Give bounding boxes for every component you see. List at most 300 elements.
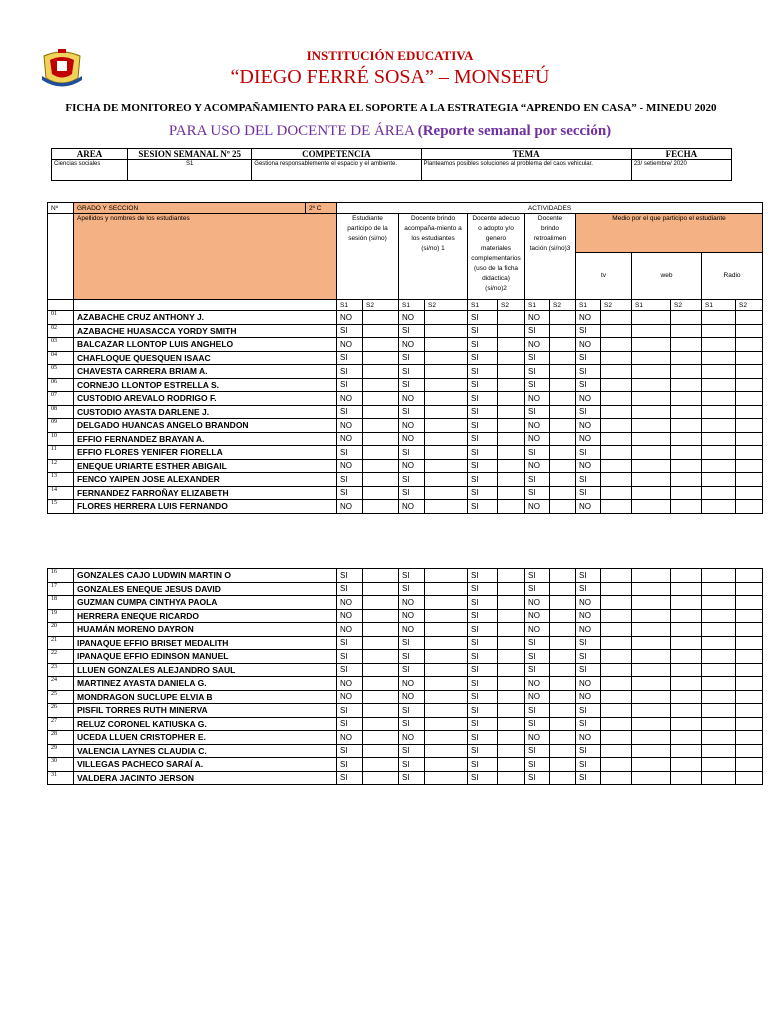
student-number: 30	[48, 758, 74, 772]
feedback-s2	[550, 338, 576, 352]
materials-s2	[498, 650, 525, 664]
support-s2	[425, 351, 468, 365]
form-title: FICHA DE MONITOREO Y ACOMPAÑAMIENTO PARA EL SOPORTE A LA ESTRATEGIA “APRENDO EN CASA” - MINEDU 2020	[65, 102, 717, 114]
feedback-s1: NO	[525, 623, 550, 637]
support-s1: NO	[399, 392, 425, 406]
student-name: VALDERA JACINTO JERSON	[74, 771, 337, 785]
table-row	[48, 663, 763, 677]
feedback-s1: SI	[525, 378, 550, 392]
table-row	[48, 419, 763, 433]
materials-s2	[498, 744, 525, 758]
radio-s1	[702, 338, 736, 352]
student-name: HUAMÁN MORENO DAYRON	[74, 623, 337, 637]
student-name: EFFIO FERNANDEZ BRAYAN A.	[74, 432, 337, 446]
radio-s1	[702, 473, 736, 487]
web-s2	[671, 596, 702, 610]
radio-s2	[736, 351, 763, 365]
feedback-s1: SI	[525, 486, 550, 500]
tv-s1: SI	[576, 758, 601, 772]
materials-s1: SI	[468, 609, 498, 623]
materials-s1: SI	[468, 419, 498, 433]
grade-label: GRADO Y SECCION	[74, 203, 306, 214]
radio-s2	[736, 473, 763, 487]
radio-s1	[702, 663, 736, 677]
materials-s1: SI	[468, 405, 498, 419]
web-s1	[632, 338, 671, 352]
tv-s2	[601, 311, 632, 325]
web-s2	[671, 663, 702, 677]
web-s2	[671, 392, 702, 406]
session-subheader-row: S1 S2 S1 S2 S1 S2 S1 S2 S1 S2 S1 S2 S1 S2	[48, 300, 763, 311]
student-name: PISFIL TORRES RUTH MINERVA	[74, 704, 337, 718]
student-number: 10	[48, 432, 74, 446]
student-number: 23	[48, 663, 74, 677]
radio-s2	[736, 650, 763, 664]
web-s2	[671, 500, 702, 514]
feedback-s2	[550, 311, 576, 325]
materials-s2	[498, 758, 525, 772]
radio-s2	[736, 378, 763, 392]
participation-s2	[363, 596, 399, 610]
materials-s1: SI	[468, 758, 498, 772]
tv-s1: NO	[576, 500, 601, 514]
feedback-s1: SI	[525, 744, 550, 758]
support-s2	[425, 392, 468, 406]
topic-header: TEMA	[421, 149, 631, 160]
support-s1: SI	[399, 324, 425, 338]
tv-s2	[601, 486, 632, 500]
participation-s2	[363, 473, 399, 487]
materials-s2	[498, 569, 525, 583]
student-number: 02	[48, 324, 74, 338]
radio-s2	[736, 311, 763, 325]
web-s2	[671, 365, 702, 379]
materials-s2	[498, 717, 525, 731]
feedback-s1: NO	[525, 596, 550, 610]
student-name: CHAVESTA CARRERA BRIAM A.	[74, 365, 337, 379]
student-number: 27	[48, 717, 74, 731]
tv-s1: NO	[576, 311, 601, 325]
materials-s1: SI	[468, 677, 498, 691]
participation-s1: SI	[337, 324, 363, 338]
web-s1	[632, 690, 671, 704]
radio-s1	[702, 690, 736, 704]
materials-s2	[498, 582, 525, 596]
activity-feedback-header: Docente brindo retroalimen tación (si/no)3	[525, 214, 576, 300]
materials-s2	[498, 731, 525, 745]
feedback-s2	[550, 690, 576, 704]
table-row	[48, 623, 763, 637]
materials-s1: SI	[468, 446, 498, 460]
tv-s1: SI	[576, 486, 601, 500]
web-s2	[671, 731, 702, 745]
feedback-s2	[550, 392, 576, 406]
student-number: 03	[48, 338, 74, 352]
support-s1: NO	[399, 609, 425, 623]
web-s1	[632, 446, 671, 460]
web-s2	[671, 717, 702, 731]
support-s2	[425, 690, 468, 704]
activity-materials-header: Docente adecuo o adopto y/o genero materiales complementarios (uso de la ficha didactica) (si/no)2	[468, 214, 525, 300]
support-s1: SI	[399, 446, 425, 460]
participation-s1: SI	[337, 405, 363, 419]
materials-s2	[498, 609, 525, 623]
feedback-s2	[550, 582, 576, 596]
participation-s2	[363, 663, 399, 677]
materials-s1: SI	[468, 650, 498, 664]
tv-s2	[601, 500, 632, 514]
student-number: 25	[48, 690, 74, 704]
tv-s1: NO	[576, 690, 601, 704]
radio-s1	[702, 365, 736, 379]
table-row	[48, 758, 763, 772]
participation-s1: NO	[337, 459, 363, 473]
feedback-s2	[550, 419, 576, 433]
radio-s2	[736, 569, 763, 583]
feedback-s1: NO	[525, 609, 550, 623]
participation-s1: SI	[337, 486, 363, 500]
materials-s2	[498, 338, 525, 352]
student-number: 24	[48, 677, 74, 691]
web-s2	[671, 704, 702, 718]
support-s2	[425, 569, 468, 583]
support-s2	[425, 596, 468, 610]
materials-s1: SI	[468, 378, 498, 392]
table-row	[48, 365, 763, 379]
feedback-s2	[550, 432, 576, 446]
student-number: 19	[48, 609, 74, 623]
feedback-s1: SI	[525, 650, 550, 664]
table-row	[48, 596, 763, 610]
radio-s2	[736, 365, 763, 379]
feedback-s1: SI	[525, 351, 550, 365]
feedback-s1: SI	[525, 324, 550, 338]
materials-s1: SI	[468, 569, 498, 583]
table-row	[48, 636, 763, 650]
tv-s1: NO	[576, 338, 601, 352]
support-s2	[425, 623, 468, 637]
feedback-s2	[550, 569, 576, 583]
student-name: DELGADO HUANCAS ANGELO BRANDON	[74, 419, 337, 433]
participation-s1: SI	[337, 351, 363, 365]
support-s1: SI	[399, 771, 425, 785]
radio-s1	[702, 500, 736, 514]
participation-s1: NO	[337, 500, 363, 514]
participation-s2	[363, 500, 399, 514]
table-row	[48, 771, 763, 785]
radio-s2	[736, 731, 763, 745]
tv-s1: SI	[576, 378, 601, 392]
support-s2	[425, 419, 468, 433]
tv-s1: SI	[576, 717, 601, 731]
participation-s2	[363, 311, 399, 325]
table-row	[48, 500, 763, 514]
feedback-s1: SI	[525, 771, 550, 785]
table-row	[48, 731, 763, 745]
support-s2	[425, 486, 468, 500]
feedback-s2	[550, 459, 576, 473]
materials-s2	[498, 392, 525, 406]
materials-s2	[498, 677, 525, 691]
web-s2	[671, 650, 702, 664]
materials-s1: SI	[468, 473, 498, 487]
participation-s1: NO	[337, 596, 363, 610]
materials-s2	[498, 351, 525, 365]
support-s1: NO	[399, 677, 425, 691]
materials-s2	[498, 636, 525, 650]
student-number: 04	[48, 351, 74, 365]
tv-s1: NO	[576, 623, 601, 637]
feedback-s2	[550, 500, 576, 514]
student-name: IPANAQUE EFFIO BRISET MEDALITH	[74, 636, 337, 650]
student-name: ENEQUE URIARTE ESTHER ABIGAIL	[74, 459, 337, 473]
feedback-s1: SI	[525, 636, 550, 650]
web-s2	[671, 378, 702, 392]
table-row	[48, 569, 763, 583]
radio-s2	[736, 609, 763, 623]
web-s2	[671, 582, 702, 596]
radio-s1	[702, 419, 736, 433]
student-number: 08	[48, 405, 74, 419]
feedback-s1: SI	[525, 582, 550, 596]
tv-s2	[601, 582, 632, 596]
web-s1	[632, 405, 671, 419]
student-name: VALENCIA LAYNES CLAUDIA C.	[74, 744, 337, 758]
tv-s1: NO	[576, 419, 601, 433]
participation-s1: SI	[337, 771, 363, 785]
radio-s1	[702, 677, 736, 691]
table-row	[48, 744, 763, 758]
support-s2	[425, 365, 468, 379]
radio-s2	[736, 419, 763, 433]
web-s1	[632, 569, 671, 583]
table-row	[48, 609, 763, 623]
web-s1	[632, 596, 671, 610]
tv-s2	[601, 771, 632, 785]
tv-s1: NO	[576, 459, 601, 473]
table-row	[48, 717, 763, 731]
materials-s1: SI	[468, 500, 498, 514]
materials-s2	[498, 311, 525, 325]
materials-s1: SI	[468, 731, 498, 745]
tv-s2	[601, 446, 632, 460]
tv-s1: SI	[576, 405, 601, 419]
tv-s2	[601, 473, 632, 487]
web-s2	[671, 677, 702, 691]
student-name: VILLEGAS PACHECO SARAÍ A.	[74, 758, 337, 772]
feedback-s2	[550, 609, 576, 623]
web-s1	[632, 365, 671, 379]
materials-s2	[498, 446, 525, 460]
radio-s2	[736, 582, 763, 596]
materials-s2	[498, 459, 525, 473]
student-name: EFFIO FLORES YENIFER FIORELLA	[74, 446, 337, 460]
student-number: 31	[48, 771, 74, 785]
participation-s1: SI	[337, 758, 363, 772]
tv-s2	[601, 663, 632, 677]
table-row	[48, 459, 763, 473]
tv-s1: SI	[576, 365, 601, 379]
radio-s2	[736, 623, 763, 637]
feedback-s1: SI	[525, 405, 550, 419]
feedback-s1: NO	[525, 432, 550, 446]
student-name: GONZALES CAJO LUDWIN MARTIN O	[74, 569, 337, 583]
tv-s1: NO	[576, 432, 601, 446]
tv-s2	[601, 704, 632, 718]
institution-label: INSTITUCIÓN EDUCATIVA	[306, 48, 474, 63]
student-number: 15	[48, 500, 74, 514]
participation-s1: SI	[337, 446, 363, 460]
student-name: GUZMAN CUMPA CINTHYA PAOLA	[74, 596, 337, 610]
radio-s2	[736, 636, 763, 650]
tv-s1: SI	[576, 351, 601, 365]
support-s2	[425, 378, 468, 392]
tv-s2	[601, 677, 632, 691]
materials-s2	[498, 596, 525, 610]
participation-s1: SI	[337, 582, 363, 596]
tv-s2	[601, 378, 632, 392]
names-header: Apellidos y nombres de los estudiantes	[74, 214, 337, 300]
participation-s2	[363, 609, 399, 623]
materials-s2	[498, 690, 525, 704]
student-name: MARTINEZ AYASTA DANIELA G.	[74, 677, 337, 691]
materials-s2	[498, 432, 525, 446]
radio-s1	[702, 758, 736, 772]
student-number: 01	[48, 311, 74, 325]
student-name: AZABACHE HUASACCA YORDY SMITH	[74, 324, 337, 338]
web-s2	[671, 324, 702, 338]
web-s1	[632, 473, 671, 487]
table-row	[48, 311, 763, 325]
feedback-s1: NO	[525, 459, 550, 473]
session-value: S1	[128, 160, 252, 181]
web-s2	[671, 486, 702, 500]
participation-s2	[363, 405, 399, 419]
tv-s2	[601, 717, 632, 731]
support-s2	[425, 717, 468, 731]
support-s1: NO	[399, 419, 425, 433]
tv-s1: NO	[576, 677, 601, 691]
medium-header: Medio por el que participo el estudiante	[576, 214, 763, 253]
medium-tv: tv	[576, 252, 632, 299]
participation-s1: NO	[337, 677, 363, 691]
competence-value: Gestiona responsablemente el espacio y el ambiente.	[252, 160, 421, 181]
materials-s1: SI	[468, 596, 498, 610]
materials-s2	[498, 500, 525, 514]
table-row	[48, 351, 763, 365]
support-s1: SI	[399, 473, 425, 487]
radio-s1	[702, 704, 736, 718]
web-s1	[632, 744, 671, 758]
materials-s1: SI	[468, 636, 498, 650]
tv-s1: SI	[576, 473, 601, 487]
support-s2	[425, 758, 468, 772]
radio-s1	[702, 486, 736, 500]
support-s1: NO	[399, 500, 425, 514]
participation-s2	[363, 338, 399, 352]
support-s2	[425, 338, 468, 352]
materials-s1: SI	[468, 717, 498, 731]
materials-s1: SI	[468, 663, 498, 677]
materials-s1: SI	[468, 459, 498, 473]
feedback-s2	[550, 717, 576, 731]
participation-s2	[363, 758, 399, 772]
area-header: AREA	[52, 149, 128, 160]
student-name: FLORES HERRERA LUIS FERNANDO	[74, 500, 337, 514]
school-name: “DIEGO FERRÉ SOSA” – MONSEFÚ	[230, 66, 550, 88]
support-s1: NO	[399, 731, 425, 745]
table-row	[48, 704, 763, 718]
date-value: 23/ setiembre/ 2020	[631, 160, 731, 181]
web-s2	[671, 446, 702, 460]
support-s2	[425, 459, 468, 473]
student-number: 09	[48, 419, 74, 433]
student-name: RELUZ CORONEL KATIUSKA G.	[74, 717, 337, 731]
tv-s2	[601, 459, 632, 473]
materials-s1: SI	[468, 690, 498, 704]
tv-s1: SI	[576, 636, 601, 650]
support-s2	[425, 473, 468, 487]
feedback-s2	[550, 365, 576, 379]
web-s1	[632, 459, 671, 473]
student-number: 13	[48, 473, 74, 487]
participation-s2	[363, 636, 399, 650]
tv-s2	[601, 623, 632, 637]
tv-s1: SI	[576, 650, 601, 664]
participation-s2	[363, 324, 399, 338]
web-s1	[632, 432, 671, 446]
radio-s2	[736, 446, 763, 460]
participation-s2	[363, 432, 399, 446]
feedback-s2	[550, 405, 576, 419]
radio-s2	[736, 596, 763, 610]
materials-s1: SI	[468, 582, 498, 596]
participation-s1: NO	[337, 690, 363, 704]
support-s2	[425, 446, 468, 460]
support-s2	[425, 582, 468, 596]
materials-s2	[498, 663, 525, 677]
tv-s1: NO	[576, 392, 601, 406]
participation-s1: SI	[337, 744, 363, 758]
web-s2	[671, 636, 702, 650]
support-s1: SI	[399, 758, 425, 772]
support-s2	[425, 311, 468, 325]
tv-s1: SI	[576, 771, 601, 785]
web-s1	[632, 636, 671, 650]
materials-s1: SI	[468, 623, 498, 637]
tv-s2	[601, 636, 632, 650]
participation-s1: SI	[337, 663, 363, 677]
feedback-s2	[550, 771, 576, 785]
support-s2	[425, 432, 468, 446]
support-s1: SI	[399, 663, 425, 677]
web-s1	[632, 771, 671, 785]
participation-s1: SI	[337, 378, 363, 392]
usage-detail: (Reporte semanal por sección)	[417, 123, 612, 139]
tv-s2	[601, 405, 632, 419]
web-s2	[671, 459, 702, 473]
materials-s1: SI	[468, 704, 498, 718]
radio-s2	[736, 459, 763, 473]
support-s1: SI	[399, 582, 425, 596]
student-name: IPANAQUE EFFIO EDINSON MANUEL	[74, 650, 337, 664]
participation-s2	[363, 582, 399, 596]
tv-s1: SI	[576, 744, 601, 758]
student-name: AZABACHE CRUZ ANTHONY J.	[74, 311, 337, 325]
web-s1	[632, 486, 671, 500]
radio-s1	[702, 623, 736, 637]
tv-s1: SI	[576, 569, 601, 583]
